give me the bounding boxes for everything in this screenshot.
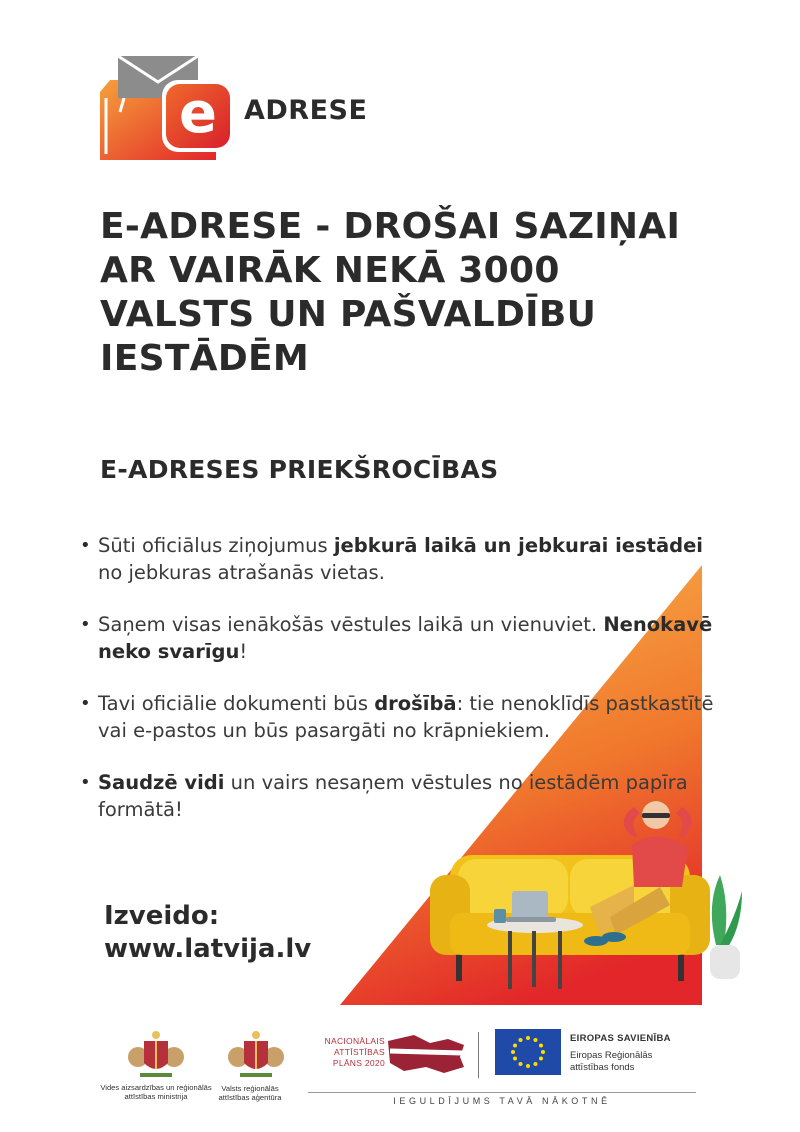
eu-title: EIROPAS SAVIENĪBA — [570, 1033, 671, 1044]
bullet-icon: • — [80, 535, 91, 556]
list-item: • Saņem visas ienākošās vēstules laikā un vienuviet. Nenokavē neko svarīgu! — [80, 613, 713, 663]
sofa-illustration — [420, 795, 750, 995]
headline: E-ADRESE - DROŠAI SAZIŅAI AR VAIRĀK NEKĀ 3000 VALSTS UN PAŠVALDĪBU IESTĀDĒM — [100, 206, 681, 379]
bullet-icon: • — [80, 693, 91, 714]
benefits-heading: E-ADRESES PRIEKŠROCĪBAS — [100, 455, 499, 484]
agency-coat-of-arms-icon — [226, 1029, 286, 1081]
call-to-action: Izveido: www.latvija.lv — [104, 901, 312, 964]
eu-fund-label: Eiropas Reģionālās attīstības fonds — [570, 1050, 653, 1073]
footer-slogan: IEGULDĪJUMS TAVĀ NĀKOTNĒ — [393, 1096, 611, 1106]
ministry-label: Vides aizsardzības un reģionālās attīstības ministrija — [100, 1083, 212, 1101]
list-item: • Tavi oficiālie dokumenti būs drošībā: tie nenoklīdīs pastkastītē vai e-pastos un būs pasargāti no krāpniekiem. — [80, 692, 714, 742]
national-plan-label: NACIONĀLAIS ATTĪSTĪBAS PLĀNS 2020 — [324, 1036, 385, 1068]
list-item: • Sūti oficiālus ziņojumus jebkurā laikā un jebkurai iestādei no jebkuras atrašanās vietas. — [80, 534, 703, 584]
latvia-map-icon — [386, 1031, 466, 1076]
bullet-icon: • — [80, 772, 91, 793]
bullet-icon: • — [80, 614, 91, 635]
ministry-coat-of-arms-icon — [126, 1029, 186, 1081]
footer-rule — [308, 1092, 696, 1093]
list-item: • Saudzē vidi un vairs nesaņem vēstules no iestādēm papīra formātā! — [80, 771, 688, 821]
agency-label: Valsts reģionālās attīstības aģentūra — [218, 1084, 282, 1102]
latvija-link[interactable]: www.latvija.lv — [104, 934, 312, 964]
eu-flag-icon — [495, 1029, 561, 1075]
svg-text:e: e — [179, 81, 217, 146]
divider — [478, 1032, 479, 1078]
logo-text: ADRESE — [244, 95, 368, 126]
